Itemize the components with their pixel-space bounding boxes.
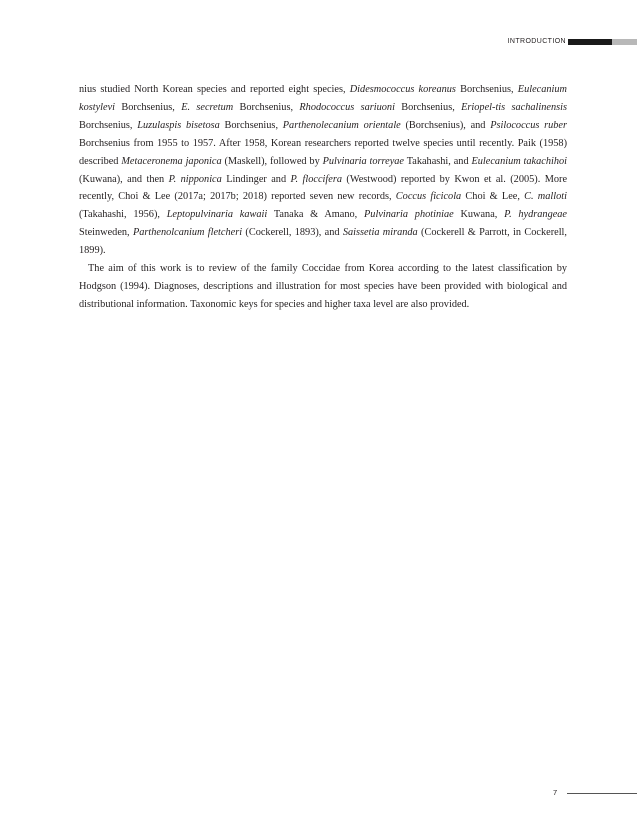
- page-footer: [0, 787, 637, 799]
- species-name: Rhodococcus sariuoni: [299, 101, 395, 113]
- text-run: Borchsenius from 1955 to 1957. After 1958, Korean researchers reported twelve species until recently. Paik (1958) described: [79, 137, 567, 167]
- text-run: Borchsenius,: [115, 101, 182, 113]
- species-name: Parthenolecanium orientale: [282, 119, 401, 131]
- text-run: Borchsenius,: [394, 101, 462, 113]
- text-run: (Cockerell, 1893), and: [242, 227, 343, 239]
- section-label: INTRODUCTION: [507, 38, 566, 45]
- species-name: Saissetia miranda: [342, 227, 418, 239]
- species-name: Leptopulvinaria kawaii: [166, 209, 268, 221]
- text-run: Steinweden,: [79, 227, 133, 239]
- species-name: Luzulaspis bisetosa: [137, 119, 220, 131]
- text-run: The aim of this work is to review of the family Coccidae from Korea according to the latest classification by Hodgson (1994). Diagnoses, descriptions and illustration for most species have been provided with biological and distributional information. Taxonomic keys for species and higher taxa level are also provided.: [79, 263, 567, 310]
- text-run: Kuwana,: [453, 209, 505, 221]
- species-name: Pulvinaria torreyae: [322, 155, 405, 167]
- species-name: P. hydrangeae: [504, 209, 568, 221]
- paragraph-2: [79, 260, 567, 314]
- text-run: (Takahashi, 1956),: [79, 209, 167, 221]
- paragraph-1: [79, 81, 567, 260]
- text-run: (Borchsenius), and: [400, 119, 491, 131]
- species-name: Metaceronema japonica: [121, 155, 222, 167]
- species-name: Coccus ficicola: [395, 191, 462, 203]
- species-name: Eriopel-tis sachalinensis: [461, 101, 567, 113]
- text-run: Borchsenius,: [79, 119, 138, 131]
- species-name: Psilococcus ruber: [490, 119, 567, 131]
- species-name: E. secretum: [181, 101, 234, 113]
- species-name: Eulecanium kostylevi: [79, 84, 567, 113]
- text-run: Choi & Lee,: [461, 191, 525, 203]
- text-run: (Maskell), followed by: [221, 155, 323, 167]
- header-bar-light: [612, 39, 637, 45]
- species-name: Eulecanium takachihoi: [471, 155, 567, 167]
- text-run: Borchsenius,: [219, 119, 283, 131]
- species-name: Didesmococcus koreanus: [349, 84, 456, 95]
- text-run: Borchsenius,: [233, 101, 300, 113]
- text-run: (Westwood) reported by Kwon et al. (2005). More recently, Choi & Lee (2017a; 2017b; 2018) reported seven new records,: [79, 173, 568, 203]
- species-name: C. malloti: [524, 191, 567, 203]
- footer-rule: [567, 793, 637, 794]
- text-run: Borchsenius,: [455, 84, 518, 95]
- page-number: 7: [553, 788, 558, 797]
- species-name: P. floccifera: [290, 173, 342, 185]
- text-run: Lindinger and: [221, 173, 291, 185]
- text-run: Takahashi, and: [404, 155, 472, 167]
- text-run: nius studied North Korean species and reported eight species,: [79, 84, 350, 95]
- running-header: [0, 37, 637, 47]
- body-text: [79, 81, 567, 314]
- species-name: Pulvinaria photiniae: [364, 209, 454, 221]
- header-bar-dark: [568, 39, 612, 45]
- text-run: (Kuwana), and then: [79, 173, 169, 185]
- species-name: Parthenolcanium fletcheri: [132, 227, 243, 239]
- text-run: (Cockerell & Parrott, in Cockerell, 1899).: [79, 227, 567, 257]
- text-run: Tanaka & Amano,: [267, 209, 365, 221]
- species-name: P. nipponica: [168, 173, 222, 185]
